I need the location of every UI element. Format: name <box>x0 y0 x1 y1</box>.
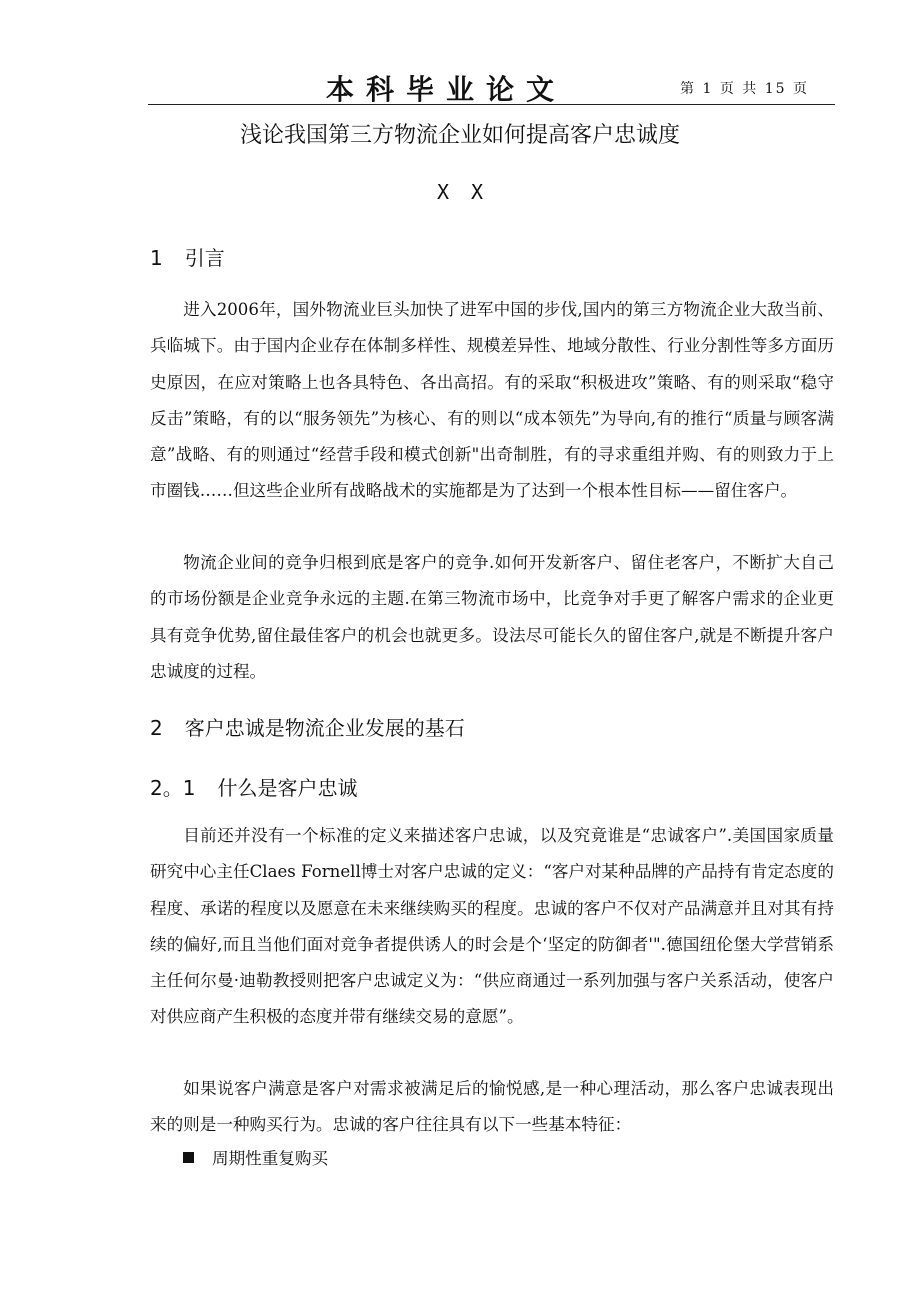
header-title: 本科毕业论文 <box>326 73 567 106</box>
section-number: 2 <box>150 716 163 740</box>
page-indicator: 第 1 页 共 15 页 <box>680 81 809 97</box>
bullet-text: 周期性重复购买 <box>212 1149 329 1168</box>
author-name: XX <box>436 180 506 204</box>
section-number: 2。1 <box>150 776 196 800</box>
paragraph-intro-2: 物流企业间的竞争归根到底是客户的竞争.如何开发新客户、留住老客户，不断扩大自己的市场份额是企业竞争永远的主题.在第三物流市场中，比竞争对手更了解客户需求的企业更具有竞争优势,留住最佳客户的机会也就更多。设法尽可能长久的留住客户,就是不断提升客户忠诚度的过程。 <box>150 553 835 681</box>
page-header <box>148 64 835 105</box>
square-bullet-icon <box>183 1152 194 1163</box>
section-title: 引言 <box>184 246 225 270</box>
section-heading-2 <box>150 712 465 741</box>
subsection-heading-2-1 <box>150 772 357 801</box>
section-number: 1 <box>150 246 163 270</box>
paragraph-intro-1: 进入2006年，国外物流业巨头加快了进军中国的步伐,国内的第三方物流企业大敌当前、兵临城下。由于国内企业存在体制多样性、规模差异性、地域分散性、行业分割性等多方面历史原因，在应对策略上也各具特色、各出高招。有的采取“积极进攻”策略、有的则采取“稳守反击”策略，有的以“服务领先”为核心、有的则以“成本领先”为导向,有的推行“质量与顾客满意”战略、有的则通过“经营手段和模式创新"出奇制胜，有的寻求重组并购、有的则致力于上市圈钱……但这些企业所有战略战术的实施都是为了达到一个根本性目标——留住客户。 <box>150 300 834 501</box>
section-heading-1 <box>150 242 225 271</box>
section-title: 客户忠诚是物流企业发展的基石 <box>184 716 465 740</box>
paragraph-characteristics: 如果说客户满意是客户对需求被满足后的愉悦感,是一种心理活动，那么客户忠诚表现出来的则是一种购买行为。忠诚的客户往往具有以下一些基本特征： <box>150 1079 834 1135</box>
paragraph-definition: 目前还并没有一个标准的定义来描述客户忠诚，以及究竟谁是“忠诚客户”.美国国家质量研究中心主任Claes Fornell博士对客户忠诚的定义：“客户对某种品牌的产品持有肯定态度的程度、承诺的程度以及愿意在未来继续购买的程度。忠诚的客户不仅对产品满意并且对其有持续的偏好,而且当他们面对竞争者提供诱人的时会是个‘坚定的防御者'".德国纽伦堡大学营销系主任何尔曼·迪勒教授则把客户忠诚定义为：“供应商通过一系列加强与客户关系活动，使客户对供应商产生积极的态度并带有继续交易的意愿”。 <box>150 826 834 1027</box>
section-title: 什么是客户忠诚 <box>217 776 358 800</box>
paper-title: 浅论我国第三方物流企业如何提高客户忠诚度 <box>239 123 680 148</box>
bullet-item <box>183 1145 328 1169</box>
